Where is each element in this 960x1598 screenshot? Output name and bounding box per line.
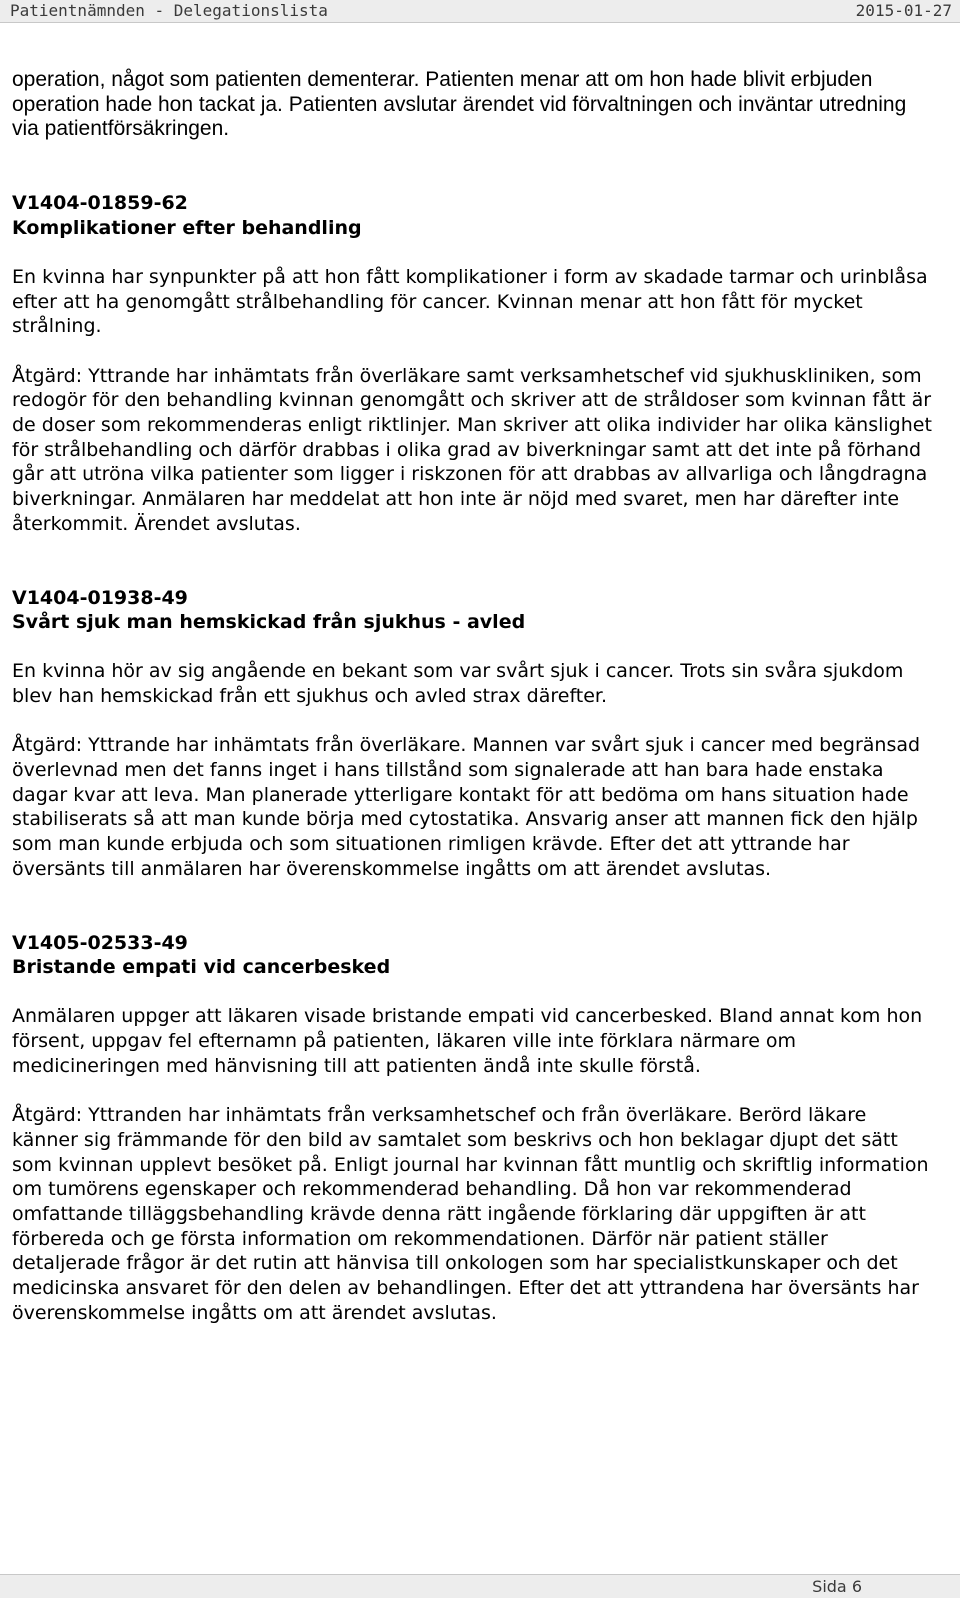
case-description: En kvinna har synpunkter på att hon fått komplikationer i form av skadade tarmar och urinblåsa efter att ha genomgått strålbehandling för cancer. Kvinnan menar att hon fått för mycket strålning.	[12, 266, 928, 338]
spacer	[12, 142, 932, 191]
case-id: V1404-01938-49	[12, 586, 188, 609]
case-action: Åtgärd: Yttrande har inhämtats från överläkare samt verksamhetschef vid sjukhuskliniken, som redogör för den behandling kvinnan genomgått och skriver att de stråldoser som kvinnan fått är de doser som rekommenderas enligt riktlinjer. Man skriver att olika individer har olika känslighet för strålbehandling och därför drabbas i olika grad av biverkningar samt att det inte på förhand går att utröna vilka patienter som ligger i riskzonen för att drabbas av allvarliga och långdragna biverkningar. Anmälaren har meddelat att hon inte är nöjd med svaret, men har därefter inte återkommit. Ärendet avslutas.	[12, 364, 932, 535]
case-action: Åtgärd: Yttranden har inhämtats från verksamhetschef och från överläkare. Berörd läkare känner sig främmande för den bild av samtalet som beskrivs och hon beklagar djupt det sätt som kvinnan upplevt besöket på. Enligt journal har kvinnan fått muntlig och skriftlig information om tumörens egenskaper och rekommenderad behandling. Då hon var rekommenderad omfattande tilläggsbehandling krävde denna rätt ingående förklaring där uppgiften är att förbereda och ge första information om rekommendationen. Därför när patient ställer detaljerade frågor är det rutin att hänvisa till onkologen som har specialistkunskaper och det medicinska ansvaret för den delen av behandlingen. Efter det att yttrandena har översänts har överenskommelse ingåtts om att ärendet avslutas.	[12, 1104, 929, 1324]
spacer	[12, 1079, 932, 1104]
case-id: V1404-01859-62	[12, 192, 188, 215]
case-entry	[12, 191, 932, 536]
document-body	[12, 68, 932, 1325]
case-entry	[12, 586, 932, 882]
case-title: Bristande empati vid cancerbesked	[12, 956, 391, 979]
spacer	[12, 635, 932, 660]
document-title: Patientnämnden - Delegationslista	[10, 1, 328, 20]
page-footer	[0, 1574, 960, 1598]
spacer	[12, 339, 932, 364]
spacer	[12, 709, 932, 734]
page-header	[0, 0, 960, 23]
page-number: Sida 6	[812, 1577, 862, 1596]
spacer	[12, 980, 932, 1005]
case-action: Åtgärd: Yttrande har inhämtats från överläkare. Mannen var svårt sjuk i cancer med begränsad överlevnad men det fanns inget i hans tillstånd som signalerade att han bara hade enstaka dagar kvar att leva. Man planerade ytterligare kontakt för att bedöma om hans situation hade stabiliserats så att man kunde börja med cytostatika. Ansvarig anser att mannen fick den hjälp som man kunde erbjuda och som situationen rimligen krävde. Efter det att yttrande har översänts till anmälaren har överenskommelse ingåtts om att ärendet avslutas.	[12, 734, 921, 880]
case-description: Anmälaren uppger att läkaren visade bristande empati vid cancerbesked. Bland annat kom hon försent, uppgav fel efternamn på patienten, läkaren ville inte förklara närmare om medicineringen med hänvisning till att patienten ändå inte skulle förstå.	[12, 1005, 923, 1077]
case-id: V1405-02533-49	[12, 931, 188, 954]
case-title: Svårt sjuk man hemskickad från sjukhus - avled	[12, 611, 526, 634]
spacer	[12, 241, 932, 266]
spacer	[12, 537, 932, 586]
intro-paragraph: operation, något som patienten dementerar. Patienten menar att om hon hade blivit erbjuden operation hade hon tackat ja. Patienten avslutar ärendet vid förvaltningen och inväntar utredning via patientförsäkringen.	[12, 68, 907, 141]
case-description: En kvinna hör av sig angående en bekant som var svårt sjuk i cancer. Trots sin svåra sjukdom blev han hemskickad från ett sjukhus och avled strax därefter.	[12, 660, 904, 708]
case-entry	[12, 931, 932, 1326]
spacer	[12, 882, 932, 931]
document-date: 2015-01-27	[855, 1, 952, 20]
case-title: Komplikationer efter behandling	[12, 216, 362, 239]
